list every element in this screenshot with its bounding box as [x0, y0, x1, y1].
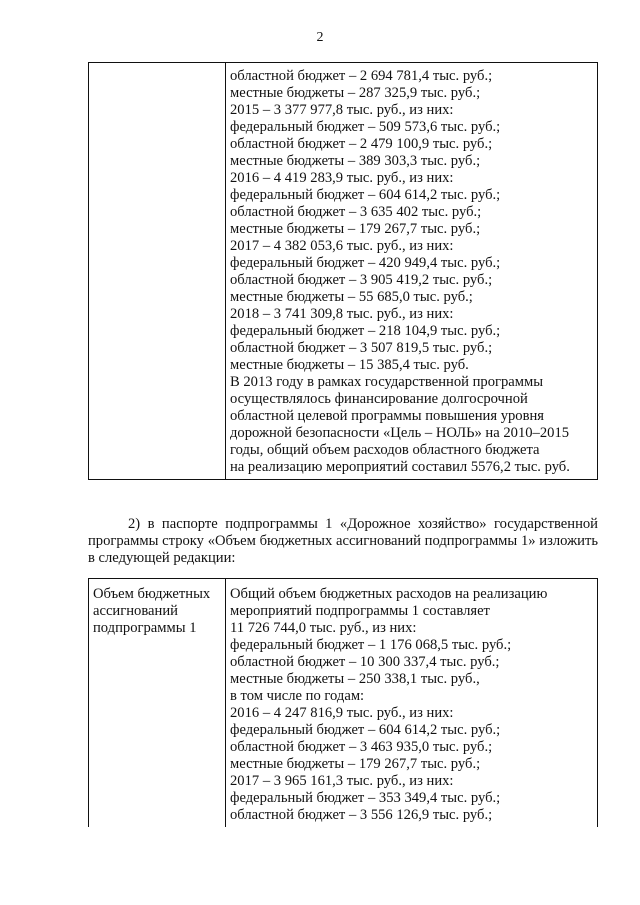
text-line: областной бюджет – 10 300 337,4 тыс. руб.; [230, 654, 500, 670]
text-line: 2017 – 4 382 053,6 тыс. руб., из них: [230, 238, 454, 254]
text-line: федеральный бюджет – 353 349,4 тыс. руб.; [230, 790, 501, 806]
text-line: на реализацию мероприятий составил 5576,2 тыс. руб. [230, 459, 570, 475]
text-line: областной бюджет – 2 479 100,9 тыс. руб.; [230, 136, 493, 152]
text-line: осуществлялось финансирование долгосрочной [230, 391, 528, 407]
text-line: федеральный бюджет – 604 614,2 тыс. руб.; [230, 187, 501, 203]
text-line: федеральный бюджет – 604 614,2 тыс. руб.; [230, 722, 501, 738]
text-line: областной бюджет – 3 463 935,0 тыс. руб.; [230, 739, 493, 755]
text-line: 2016 – 4 419 283,9 тыс. руб., из них: [230, 170, 454, 186]
table-row [89, 63, 598, 480]
text-line: местные бюджеты – 389 303,3 тыс. руб.; [230, 153, 481, 169]
text-line: областной бюджет – 3 556 126,9 тыс. руб.; [230, 807, 493, 823]
text-line: областной бюджет – 3 905 419,2 тыс. руб.; [230, 272, 493, 288]
text-line: местные бюджеты – 287 325,9 тыс. руб.; [230, 85, 481, 101]
table-cell-label [89, 63, 226, 480]
text-line: 2015 – 3 377 977,8 тыс. руб., из них: [230, 102, 454, 118]
table-cell-content [226, 63, 598, 480]
text-line: местные бюджеты – 15 385,4 тыс. руб. [230, 357, 469, 373]
text-line: областной бюджет – 3 507 819,5 тыс. руб.; [230, 340, 493, 356]
text-line: в том числе по годам: [230, 688, 365, 704]
text-line: областной бюджет – 2 694 781,4 тыс. руб.; [230, 68, 493, 84]
text-line: областной бюджет – 3 635 402 тыс. руб.; [230, 204, 482, 220]
label-line: Объем бюджетных [93, 586, 211, 602]
text-line: 2016 – 4 247 816,9 тыс. руб., из них: [230, 705, 454, 721]
table-row [89, 579, 598, 828]
label-line: ассигнований [93, 603, 178, 619]
text-line: Общий объем бюджетных расходов на реализацию [230, 586, 548, 602]
text-line: местные бюджеты – 55 685,0 тыс. руб.; [230, 289, 473, 305]
text-line: дорожной безопасности «Цель – НОЛЬ» на 2010–2015 [230, 425, 570, 441]
amendment-paragraph: 2) в паспорте подпрограммы 1 «Дорожное хозяйство» государственной программы строку «Объем бюджетных ассигнований подпрограммы 1» изложить в следующей редакции: [88, 516, 598, 566]
label-line: подпрограммы 1 [93, 620, 197, 636]
text-line: федеральный бюджет – 509 573,6 тыс. руб.; [230, 119, 501, 135]
text-line: федеральный бюджет – 218 104,9 тыс. руб.; [230, 323, 501, 339]
subprogram-funding-table [88, 578, 598, 827]
text-line: 2017 – 3 965 161,3 тыс. руб., из них: [230, 773, 454, 789]
text-line: местные бюджеты – 250 338,1 тыс. руб., [230, 671, 480, 687]
table-cell-label [89, 579, 226, 828]
funding-table-continued [88, 62, 598, 480]
page-number: 2 [316, 30, 324, 45]
text-line: 11 726 744,0 тыс. руб., из них: [230, 620, 417, 636]
text-line: федеральный бюджет – 420 949,4 тыс. руб.; [230, 255, 501, 271]
text-line: 2018 – 3 741 309,8 тыс. руб., из них: [230, 306, 454, 322]
text-line: федеральный бюджет – 1 176 068,5 тыс. руб.; [230, 637, 512, 653]
text-line: местные бюджеты – 179 267,7 тыс. руб.; [230, 756, 481, 772]
table-cell-content [226, 579, 598, 828]
text-line: мероприятий подпрограммы 1 составляет [230, 603, 490, 619]
text-line: В 2013 году в рамках государственной программы [230, 374, 544, 390]
text-line: областной целевой программы повышения уровня [230, 408, 545, 424]
text-line: местные бюджеты – 179 267,7 тыс. руб.; [230, 221, 481, 237]
text-line: годы, общий объем расходов областного бюджета [230, 442, 540, 458]
